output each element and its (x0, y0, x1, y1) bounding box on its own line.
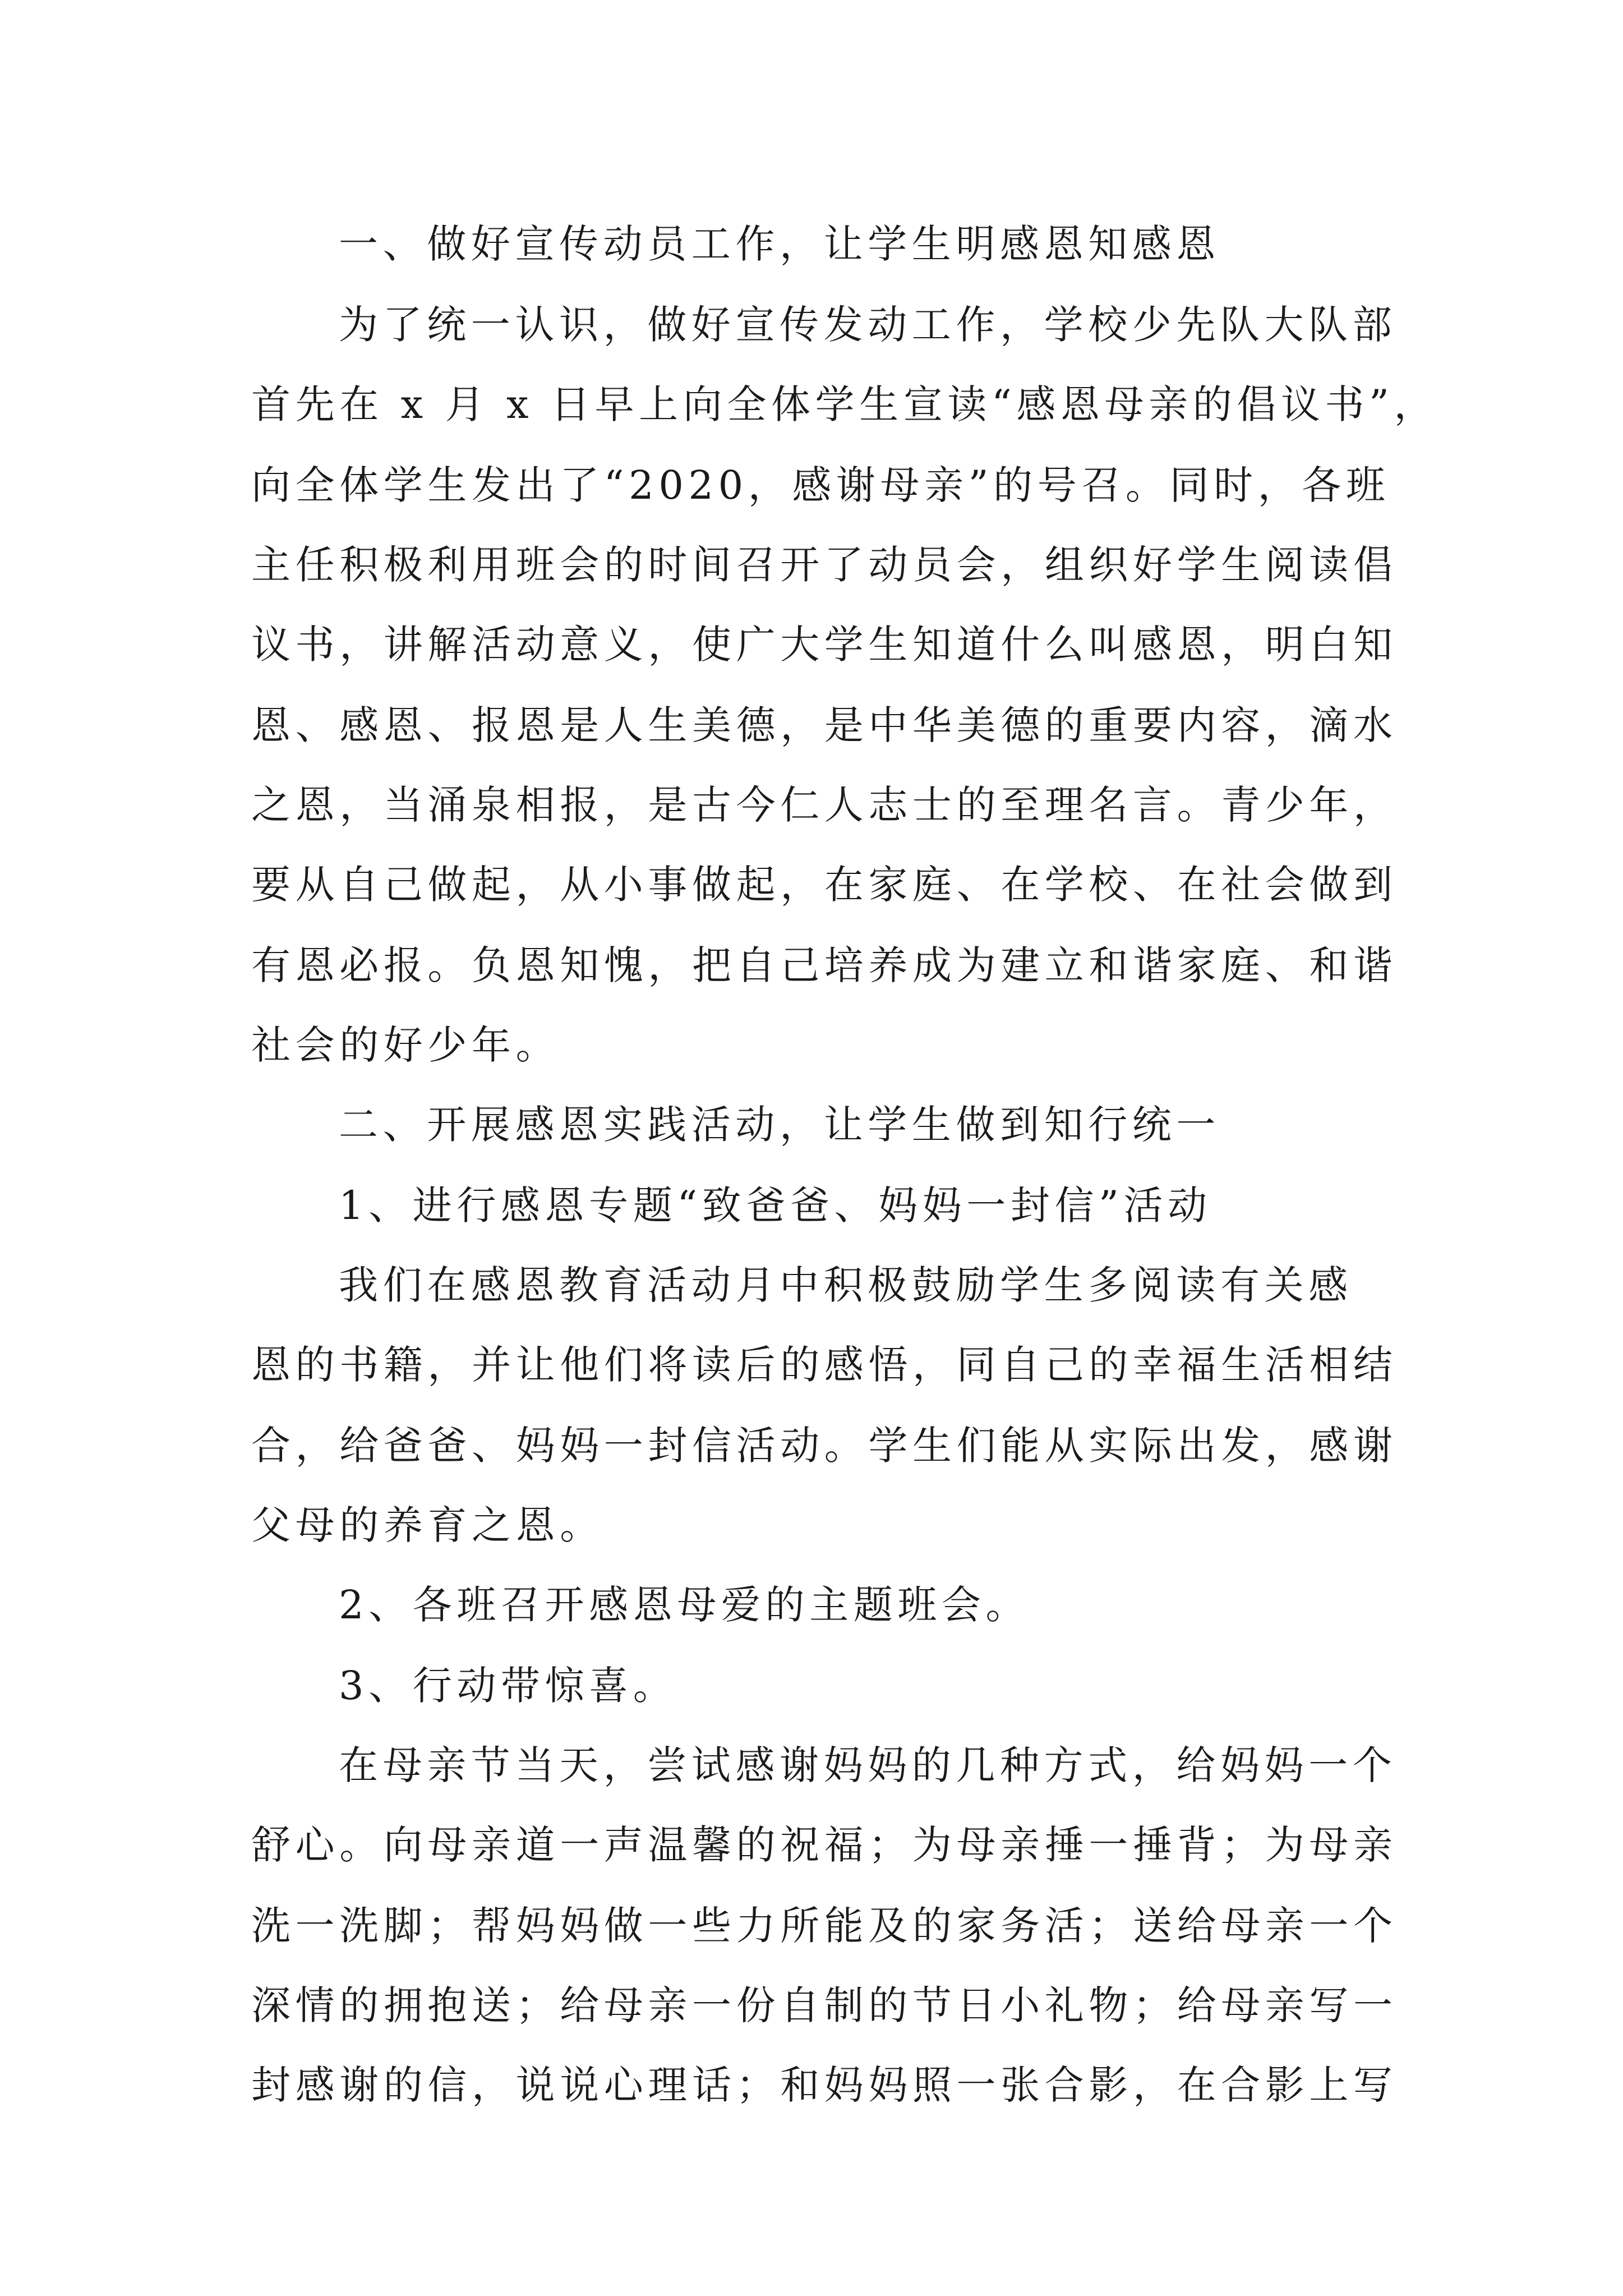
paragraph-line: 合，给爸爸、妈妈一封信活动。学生们能从实际出发，感谢 (251, 1423, 1398, 1469)
paragraph-line: 封感谢的信，说说心理话；和妈妈照一张合影，在合影上写 (251, 2062, 1398, 2108)
paragraph-line: 要从自己做起，从小事做起，在家庭、在学校、在社会做到 (251, 862, 1398, 908)
list-item-heading: 1、进行感恩专题“致爸爸、妈妈一封信”活动 (339, 1182, 1212, 1228)
paragraph-line: 向全体学生发出了“2020，感谢母亲”的号召。同时，各班 (251, 462, 1390, 508)
paragraph-line: 恩、感恩、报恩是人生美德，是中华美德的重要内容，滴水 (251, 702, 1398, 748)
paragraph-line: 为了统一认识，做好宣传发动工作，学校少先队大队部 (339, 302, 1397, 348)
paragraph-line: 有恩必报。负恩知愧，把自己培养成为建立和谐家庭、和谐 (251, 942, 1398, 988)
paragraph-line: 我们在感恩教育活动月中积极鼓励学生多阅读有关感 (339, 1262, 1353, 1308)
paragraph-line: 洗一洗脚；帮妈妈做一些力所能及的家务活；送给母亲一个 (251, 1903, 1398, 1949)
list-item-heading: 2、各班召开感恩母爱的主题班会。 (339, 1582, 1030, 1628)
paragraph-line: 舒心。向母亲道一声温馨的祝福；为母亲捶一捶背；为母亲 (251, 1822, 1398, 1868)
paragraph-line: 首先在 x 月 x 日早上向全体学生宣读“感恩母亲的倡议书”， (251, 381, 1438, 427)
paragraph-line: 恩的书籍，并让他们将读后的感悟，同自己的幸福生活相结 (251, 1342, 1398, 1388)
paragraph-line: 深情的拥抱送；给母亲一份自制的节日小礼物；给母亲写一 (251, 1982, 1398, 2028)
list-item-heading: 3、行动带惊喜。 (339, 1663, 677, 1709)
section-heading-2: 二、开展感恩实践活动，让学生做到知行统一 (339, 1102, 1220, 1148)
paragraph-line: 主任积极利用班会的时间召开了动员会，组织好学生阅读倡 (251, 542, 1398, 588)
paragraph-line: 在母亲节当天，尝试感谢妈妈的几种方式，给妈妈一个 (339, 1742, 1397, 1788)
section-heading-1: 一、做好宣传动员工作，让学生明感恩知感恩 (339, 221, 1220, 267)
paragraph-line: 之恩，当涌泉相报，是古今仁人志士的至理名言。青少年， (251, 782, 1398, 828)
paragraph-line: 议书，讲解活动意义，使广大学生知道什么叫感恩，明白知 (251, 622, 1398, 668)
paragraph-line: 父母的养育之恩。 (251, 1502, 604, 1548)
paragraph-line: 社会的好少年。 (251, 1022, 560, 1068)
